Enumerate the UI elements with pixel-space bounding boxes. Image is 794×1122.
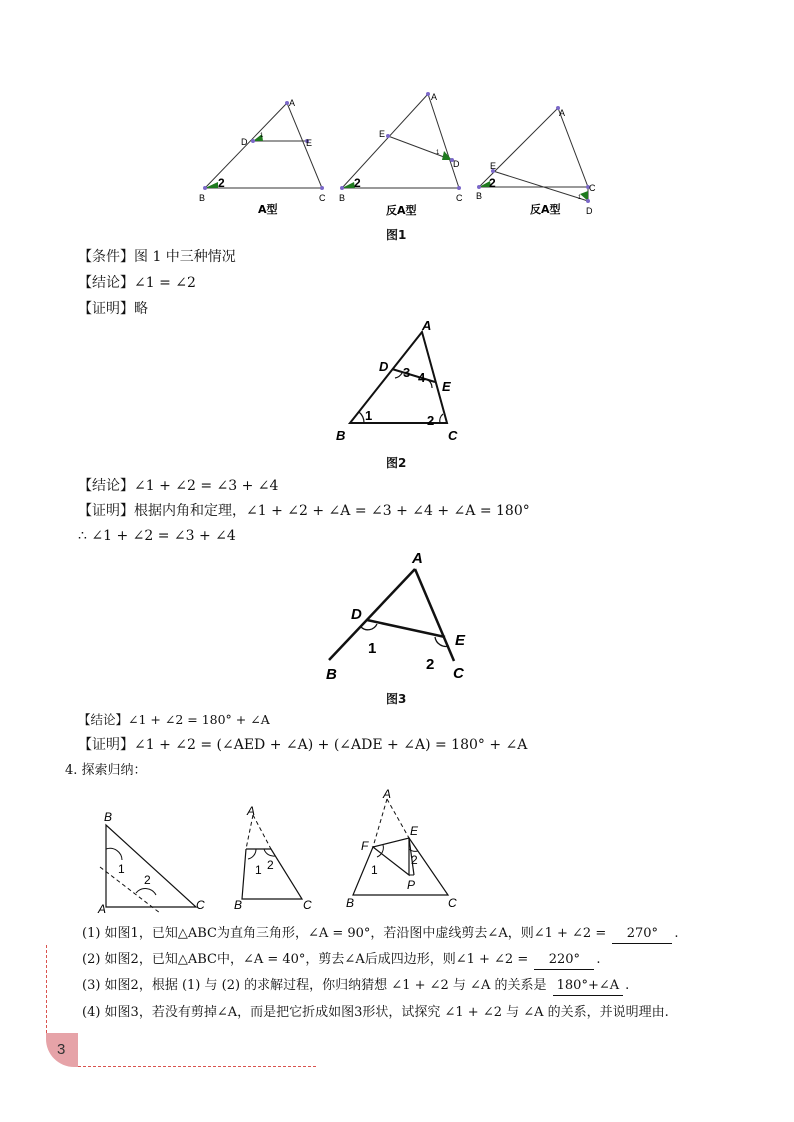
figure1-panel-reverse-a-type: [339, 92, 463, 217]
point-D: D: [379, 359, 389, 374]
panel-label: A型: [258, 203, 278, 216]
conclusion-text: 【结论】∠1 = ∠2: [78, 275, 196, 291]
angle-2-label: 2: [489, 176, 496, 190]
point-C: C: [448, 428, 458, 443]
angle-2-label: 2: [354, 176, 361, 190]
margin-dashed-line: [46, 945, 47, 1033]
proof-text: 【证明】略: [78, 301, 148, 317]
footer-dashed-line: [78, 1066, 316, 1067]
point-B: B: [199, 193, 206, 203]
point-C: C: [196, 898, 205, 912]
angle-1-label: 1: [368, 640, 377, 657]
point-E: E: [379, 129, 386, 139]
question-4: (4) 如图3，若没有剪掉∠A，而是把它折成如图3形状，试探究 ∠1 + ∠2 与 ∠A 的关系，并说明理由.: [82, 1005, 669, 1020]
question-3-period: .: [625, 978, 630, 993]
point-B: B: [339, 193, 346, 203]
point-D: D: [586, 206, 593, 216]
point-D: D: [351, 606, 362, 623]
angle-1-label: 1: [260, 133, 264, 139]
point-C: C: [589, 183, 596, 193]
point-B: B: [346, 896, 355, 910]
conclusion-text-3: 【结论】∠1 + ∠2 = 180° + ∠A: [78, 712, 270, 727]
page-number: 3: [57, 1041, 66, 1058]
angle-2-label: 2: [144, 873, 151, 887]
angle-1-label: 1: [371, 863, 378, 877]
point-A: A: [431, 92, 438, 102]
angle-2-label: 2: [218, 176, 225, 190]
point-C: C: [303, 898, 312, 912]
angle-2-label: 2: [426, 656, 435, 673]
angle-2-label: 2: [427, 413, 435, 428]
angle-2-label: 2: [411, 853, 418, 867]
question-3-text: (3) 如图2，根据 (1) 与 (2) 的求解过程，你归纳猜想 ∠1 + ∠2 与 ∠A 的关系是: [82, 978, 547, 993]
angle-1-label: 1: [118, 862, 125, 876]
explore-figure-3: [346, 787, 457, 910]
point-B: B: [104, 810, 113, 824]
point-A: A: [422, 318, 432, 333]
panel-label: 反A型: [386, 204, 417, 217]
question-1-answer: 270°: [612, 925, 672, 944]
point-C: C: [456, 193, 463, 203]
angle2-marker: [205, 182, 218, 188]
point-A: A: [98, 902, 107, 915]
point-A: A: [412, 550, 423, 567]
angle-1-label: 1: [578, 195, 582, 201]
figure3-caption: 图3: [386, 692, 407, 706]
angle-3-label: 3: [403, 365, 411, 380]
question-2-answer: 220°: [534, 951, 594, 970]
panel-label: 反A型: [530, 203, 561, 216]
question-2: [82, 951, 601, 970]
point-A: A: [289, 98, 296, 108]
point-A: A: [559, 108, 566, 118]
point-B: B: [234, 898, 243, 912]
point-B: B: [326, 666, 337, 683]
question-1: [82, 925, 679, 944]
angle-4-label: 4: [418, 370, 426, 385]
angle-1-label: 1: [255, 863, 262, 877]
proof-text-2: 【证明】根据内角和定理，∠1 + ∠2 + ∠A = ∠3 + ∠4 + ∠A = 180°: [78, 503, 530, 519]
explore-figure-1: [97, 810, 205, 915]
question-1-text: (1) 如图1，已知△ABC为直角三角形，∠A = 90°，若沿图中虚线剪去∠A，则∠1 + ∠2 =: [82, 926, 607, 941]
figure2-caption: 图2: [386, 456, 407, 470]
conclusion-text-2: 【结论】∠1 + ∠2 = ∠3 + ∠4: [78, 478, 279, 494]
point-B: B: [336, 428, 346, 443]
page-number-badge: [46, 1033, 78, 1067]
point-E: E: [490, 161, 497, 171]
angle-2-label: 2: [267, 858, 274, 872]
section4-heading: 4. 探索归纳：: [65, 763, 147, 778]
proof-text-3: 【证明】∠1 + ∠2 = (∠AED + ∠A) + (∠ADE + ∠A) = 180° + ∠A: [78, 737, 528, 753]
point-C: C: [453, 665, 464, 682]
question-3: [82, 977, 629, 996]
question-1-period: .: [674, 926, 679, 941]
figure1-panel-a-type: [199, 98, 326, 216]
point-E: E: [306, 138, 313, 148]
figure1-panel-reverse-a-type-2: [476, 106, 596, 216]
point-C: C: [448, 896, 457, 910]
point-P: P: [407, 878, 416, 892]
question-2-period: .: [596, 952, 601, 967]
angle-1-label: 1: [436, 150, 440, 156]
explore-figures: [90, 785, 470, 915]
figure2-diagram: [330, 318, 470, 448]
point-D: D: [241, 137, 248, 147]
point-E: E: [455, 632, 466, 649]
condition-text: 【条件】图 1 中三种情况: [78, 249, 236, 265]
angle-1-label: 1: [365, 408, 373, 423]
question-3-answer: 180°+∠A: [553, 977, 624, 996]
point-D: D: [453, 159, 460, 169]
question-2-text: (2) 如图2，已知△ABC中，∠A = 40°，剪去∠A后成四边形，则∠1 + ∠2 =: [82, 952, 529, 967]
point-A: A: [247, 804, 256, 818]
point-E: E: [410, 824, 419, 838]
figure1-caption: 图1: [386, 228, 407, 242]
therefore-text: ∴ ∠1 + ∠2 = ∠3 + ∠4: [78, 528, 236, 544]
explore-figure-2: [234, 804, 312, 912]
figure1-diagrams: [190, 88, 610, 223]
point-E: E: [442, 379, 451, 394]
point-C: C: [319, 193, 326, 203]
point-F: F: [361, 839, 369, 853]
point-B: B: [476, 191, 483, 201]
figure3-diagram: [318, 545, 478, 685]
point-A: A: [383, 787, 392, 801]
